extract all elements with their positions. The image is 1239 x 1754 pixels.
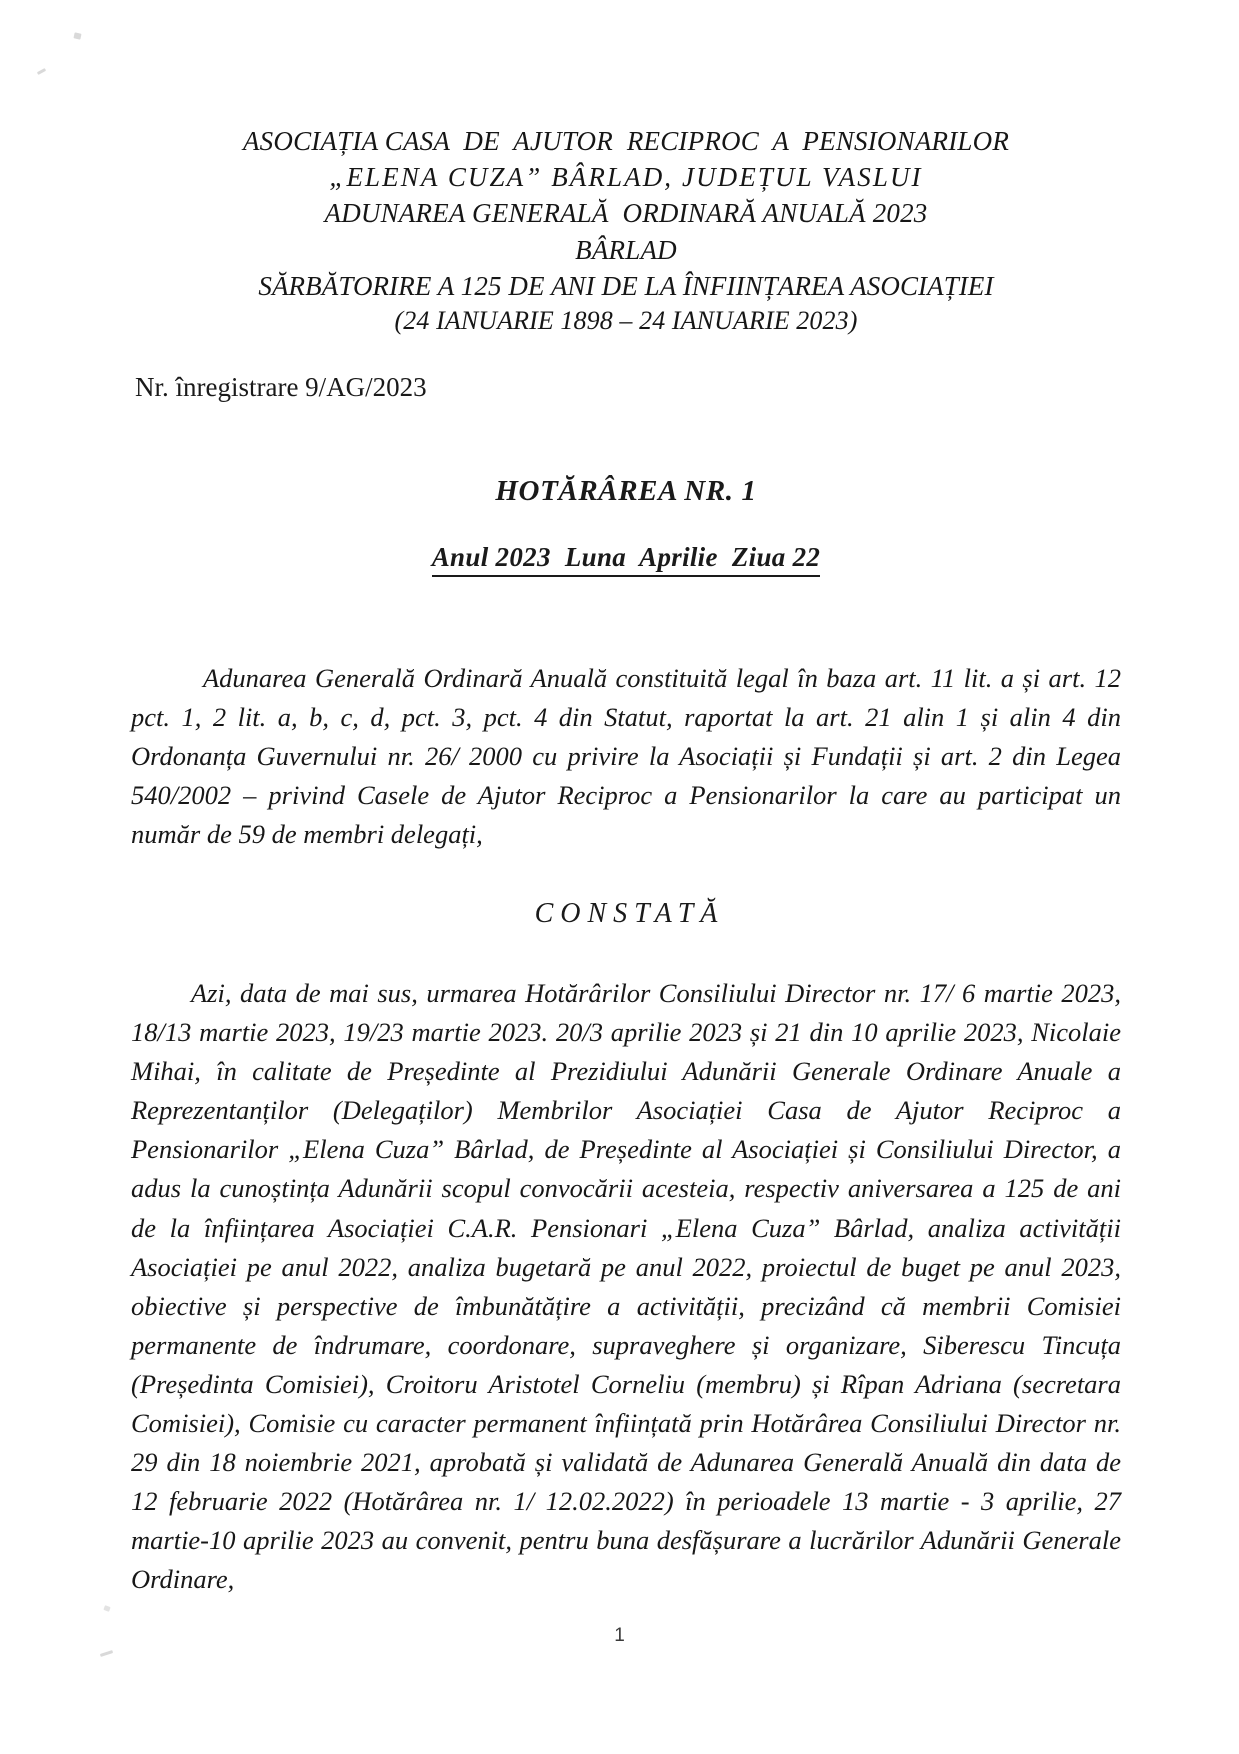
scan-speckle [103,1605,110,1612]
scan-speckle [100,1650,113,1657]
assembly-title-line: ADUNAREA GENERALĂ ORDINARĂ ANUALĂ 2023 [324,198,928,229]
document-content [131,0,1121,1599]
scan-speckle [37,68,46,75]
paragraph-proceedings: Azi, data de mai sus, urmarea Hotărârilor Consiliului Director nr. 17/ 6 martie 2023, 18/13 martie 2023, 19/23 martie 2023. 20/3 aprilie 2023 și 21 din 10 aprilie 2023, Nicolaie Mihai, în calitate de Președinte al Prezidiului Adunării Generale Ordinare Anuale a Reprezentanților (Delegaților) Membrilor Asociației Casa de Ajutor Reciproc a Pensionarilor „Elena Cuza” Bârlad, de Președinte al Asociației și Consiliului Director, a adus la cunoștința Adunării scopul convocării acesteia, respectiv aniversarea a 125 de ani de la înființarea Asociației C.A.R. Pensionari „Elena Cuza” Bârlad, analiza activității Asociației pe anul 2022, analiza bugetară pe anul 2022, proiectul de buget pe anul 2023, obiective și perspective de îmbunătățire a activității, precizând că membrii Comisiei permanente de îndrumare, coordonare, supraveghere și organizare, Siberescu Tincuța (Președinta Comisiei), Croitoru Aristotel Corneliu (membru) și Rîpan Adriana (secretara Comisiei), Comisie cu caracter permanent înființată prin Hotărârea Consiliului Director nr. 29 din 18 noiembrie 2021, aprobată și validată de Adunarea Generală Anuală din data de 12 februarie 2022 (Hotărârea nr. 1/ 12.02.2022) în perioadele 13 martie - 3 aprilie, 27 martie-10 aprilie 2023 au convenit, pentru buna desfășurare a lucrărilor Adunării Generale Ordinare, [131,978,1121,1595]
scan-speckle [73,32,81,39]
city-line: BÂRLAD [575,234,677,265]
masthead [131,0,1121,339]
page-number: 1 [614,1625,625,1646]
anniversary-dates-line: (24 IANUARIE 1898 – 24 IANUARIE 2023) [394,305,858,335]
paragraph-legal-basis: Adunarea Generală Ordinară Anuală constituită legal în baza art. 11 lit. a și art. 12 pct. 1, 2 lit. a, b, c, d, pct. 3, pct. 4 din Statut, raportat la art. 21 alin 1 și alin 4 din Ordonanța Guvernului nr. 26/ 2000 cu privire la Asociații și Fundații și art. 2 din Legea 540/2002 – privind Casele de Ajutor Reciproc a Pensionarilor la care au participat un număr de 59 de membri delegați, [131,662,1121,849]
anniversary-line: SĂRBĂTORIRE A 125 DE ANI DE LA ÎNFIINȚAREA ASOCIAȚIEI [258,270,994,301]
organization-name-line-2: „ELENA CUZA” BÂRLAD, JUDEȚUL VASLUI [329,162,923,193]
decision-date-text: Anul 2023 Luna Aprilie Ziua 22 [432,542,820,577]
registration-number: Nr. înregistrare 9/AG/2023 [135,371,427,402]
constata-heading: CONSTATĂ [534,898,725,930]
organization-name-line-1: ASOCIAȚIA CASA DE AJUTOR RECIPROC A PENSIONARILOR [242,126,1010,156]
decision-title: HOTĂRÂREA NR. 1 [495,474,757,507]
decision-date [131,542,1121,573]
